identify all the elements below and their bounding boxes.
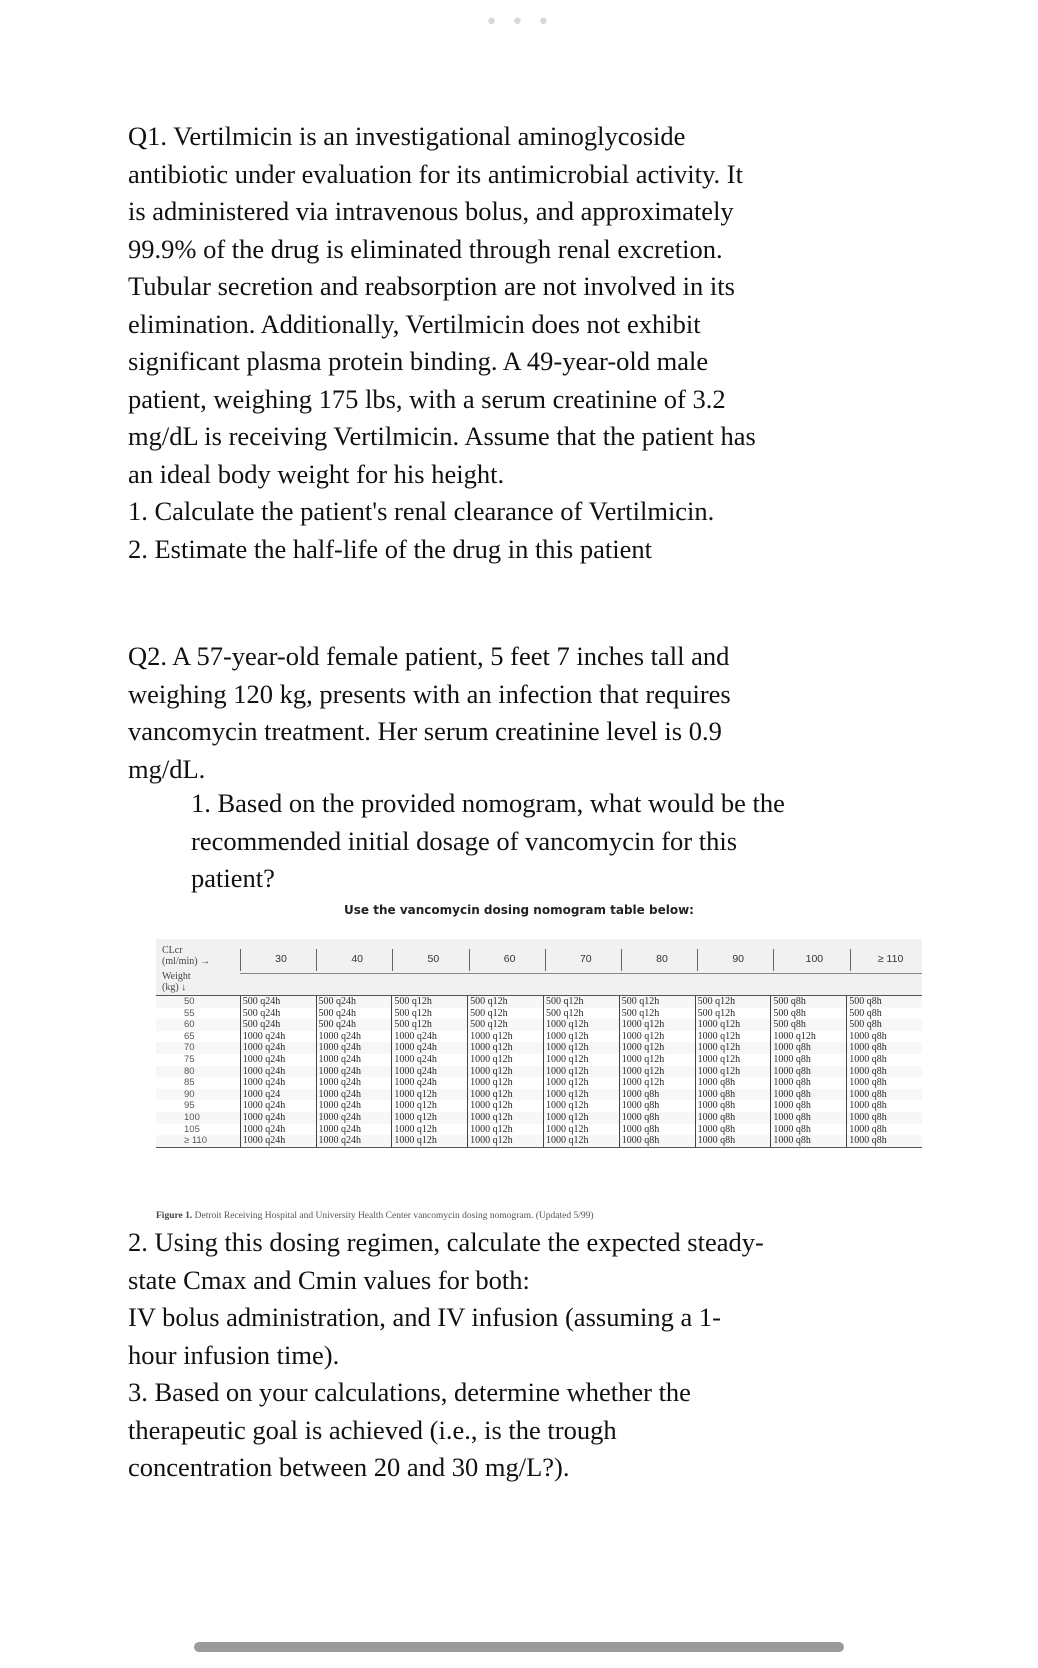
dose-cell: 1000 q8h xyxy=(770,1066,846,1078)
dose-cell: 1000 q8h xyxy=(846,1042,922,1054)
dose-cell: 1000 q12h xyxy=(619,1054,695,1066)
nomogram-row xyxy=(156,1054,922,1066)
dose-cell: 1000 q12h xyxy=(391,1089,467,1101)
caption-label: Figure 1. xyxy=(156,1211,193,1221)
crcl-column-header: 50 xyxy=(427,953,440,965)
dose-cell: 500 q12h xyxy=(467,1019,543,1031)
crcl-column-header: ≥ 110 xyxy=(877,953,904,965)
dose-cell: 1000 q24h xyxy=(391,1066,467,1078)
home-indicator-bar[interactable] xyxy=(194,1642,844,1652)
dose-cell: 1000 q12h xyxy=(695,1019,771,1031)
dose-cell: 1000 q12h xyxy=(619,1077,695,1089)
header-rule xyxy=(240,973,922,974)
header-divider xyxy=(697,949,698,971)
nomogram-row xyxy=(156,1031,922,1043)
dose-cell: 500 q12h xyxy=(391,996,467,1008)
header-divider xyxy=(240,949,241,971)
dose-cell: 1000 q12h xyxy=(467,1112,543,1124)
dose-cell: 1000 q24h xyxy=(316,1135,392,1147)
dose-cell: 500 q12h xyxy=(467,996,543,1008)
dose-cell: 1000 q24h xyxy=(391,1031,467,1043)
crcl-column-header: 80 xyxy=(656,953,668,965)
question-2-parts-2-3: 2. Using this dosing regimen, calculate the expected steady- state Cmax and Cmin values for both: IV bolus administration, and IV infusion (assuming a 1- hour infusion time). 3. Based on your calculations, determine whether the therapeutic goal is achieved (i.e., is the trough concentration between 20 and 30 mg/L?). xyxy=(128,1227,764,1482)
weight-cell: 65 xyxy=(184,1030,195,1042)
nomogram-row xyxy=(156,996,922,1008)
dose-cell: 500 q24h xyxy=(316,996,392,1008)
dose-cell: 1000 q12h xyxy=(391,1135,467,1147)
crcl-label xyxy=(162,945,210,967)
dose-cell: 1000 q24h xyxy=(316,1100,392,1112)
header-divider xyxy=(773,949,774,971)
nomogram-row xyxy=(156,1124,922,1136)
dose-cell: 1000 q24h xyxy=(240,1112,316,1124)
nomogram-row xyxy=(156,1042,922,1054)
weight-cell: 70 xyxy=(184,1042,195,1054)
dose-cell: 1000 q8h xyxy=(846,1112,922,1124)
dose-cell: 500 q12h xyxy=(619,996,695,1008)
dose-cell: 500 q8h xyxy=(846,1008,922,1020)
dose-cell: 1000 q24h xyxy=(240,1077,316,1089)
dose-cell: 1000 q12h xyxy=(695,1031,771,1043)
dose-cell: 1000 q8h xyxy=(619,1112,695,1124)
dose-cell: 1000 q12h xyxy=(467,1124,543,1136)
nomogram-row xyxy=(156,1008,922,1020)
dose-cell: 500 q12h xyxy=(391,1008,467,1020)
dose-cell: 1000 q12h xyxy=(543,1100,619,1112)
dose-cell: 1000 q8h xyxy=(846,1089,922,1101)
dose-cell: 1000 q12h xyxy=(543,1031,619,1043)
dose-cell: 1000 q12h xyxy=(543,1054,619,1066)
dose-cell: 1000 q12h xyxy=(770,1031,846,1043)
dose-cell: 1000 q8h xyxy=(619,1124,695,1136)
dose-cell: 500 q8h xyxy=(846,1019,922,1031)
vancomycin-nomogram-table xyxy=(156,939,922,1148)
dose-cell: 1000 q12h xyxy=(543,1135,619,1147)
dose-cell: 1000 q24h xyxy=(316,1054,392,1066)
crcl-column-header: 30 xyxy=(275,953,287,965)
nomogram-row xyxy=(156,1066,922,1078)
dose-cell: 1000 q8h xyxy=(695,1112,771,1124)
dose-cell: 1000 q12h xyxy=(695,1054,771,1066)
weight-cell: 105 xyxy=(184,1123,200,1135)
weight-cell: 75 xyxy=(184,1053,195,1065)
dose-cell: 1000 q12h xyxy=(543,1124,619,1136)
dose-cell: 500 q12h xyxy=(695,1008,771,1020)
dose-cell: 1000 q24h xyxy=(316,1066,392,1078)
dose-cell: 500 q24h xyxy=(240,1008,316,1020)
caption-text: Detroit Receiving Hospital and University Health Center vancomycin dosing nomogram. (Updated 5/99) xyxy=(194,1211,594,1221)
dose-cell: 1000 q24 xyxy=(240,1089,316,1101)
dose-cell: 1000 q12h xyxy=(467,1042,543,1054)
dose-cell: 500 q8h xyxy=(770,996,846,1008)
nomogram-row xyxy=(156,1019,922,1031)
header-divider xyxy=(621,949,622,971)
dose-cell: 1000 q12h xyxy=(543,1066,619,1078)
header-divider xyxy=(545,949,546,971)
dose-cell: 1000 q24h xyxy=(316,1031,392,1043)
weight-label xyxy=(162,971,191,993)
weight-label-line1: Weight xyxy=(162,971,191,982)
dose-cell: 500 q12h xyxy=(391,1019,467,1031)
drag-handle-dots: • • • xyxy=(485,10,553,35)
dose-cell: 1000 q24h xyxy=(240,1124,316,1136)
crcl-column-header: 100 xyxy=(805,953,824,965)
dose-cell: 1000 q24h xyxy=(391,1054,467,1066)
dose-cell: 1000 q24h xyxy=(240,1054,316,1066)
dose-cell: 500 q24h xyxy=(316,1008,392,1020)
dose-cell: 1000 q12h xyxy=(391,1112,467,1124)
figure-caption xyxy=(156,1211,1006,1221)
dose-cell: 500 q12h xyxy=(543,996,619,1008)
crcl-label-line2: (ml/min) xyxy=(162,956,198,967)
dose-cell: 1000 q24h xyxy=(240,1031,316,1043)
crcl-column-header: 60 xyxy=(503,953,516,965)
dose-cell: 1000 q12h xyxy=(695,1066,771,1078)
nomogram-heading: Use the vancomycin dosing nomogram table below: xyxy=(344,903,694,917)
dose-cell: 1000 q8h xyxy=(770,1135,846,1147)
dose-cell: 1000 q8h xyxy=(695,1077,771,1089)
dose-cell: 1000 q8h xyxy=(770,1054,846,1066)
dose-cell: 1000 q8h xyxy=(846,1066,922,1078)
dose-cell: 1000 q12h xyxy=(543,1019,619,1031)
dose-cell: 500 q8h xyxy=(846,996,922,1008)
dose-cell: 1000 q8h xyxy=(770,1077,846,1089)
dose-cell: 1000 q8h xyxy=(846,1054,922,1066)
dose-cell: 1000 q12h xyxy=(467,1031,543,1043)
weight-cell: 80 xyxy=(184,1065,195,1077)
dose-cell: 500 q12h xyxy=(619,1008,695,1020)
dose-cell: 500 q24h xyxy=(240,1019,316,1031)
dose-cell: 500 q8h xyxy=(770,1019,846,1031)
dose-cell: 1000 q8h xyxy=(770,1089,846,1101)
dose-cell: 1000 q8h xyxy=(846,1124,922,1136)
dose-cell: 1000 q12h xyxy=(467,1077,543,1089)
dose-cell: 1000 q24h xyxy=(240,1100,316,1112)
dose-cell: 1000 q12h xyxy=(467,1054,543,1066)
dose-cell: 1000 q8h xyxy=(619,1135,695,1147)
nomogram-row xyxy=(156,1089,922,1101)
nomogram-row xyxy=(156,1112,922,1124)
dose-cell: 1000 q24h xyxy=(316,1042,392,1054)
dose-cell: 500 q12h xyxy=(467,1008,543,1020)
dose-cell: 500 q24h xyxy=(240,996,316,1008)
nomogram-header xyxy=(156,939,922,995)
weight-cell: 60 xyxy=(184,1019,195,1031)
crcl-label-line1: CLcr xyxy=(162,945,183,956)
question-1-text: Q1. Vertilmicin is an investigational aminoglycoside antibiotic under evaluation for its antimicrobial activity. It is administered via intravenous bolus, and approximately 99.9% of the drug is eliminated through renal excretion. Tubular secretion and reabsorption are not involved in its elimination. Additionally, Vertilmicin does not exhibit significant plasma protein binding. A 49-year-old male patient, weighing 175 lbs, with a serum creatinine of 3.2 mg/dL is receiving Vertilmicin. Assume that the patient has an ideal body weight for his height. 1. Calculate the patient's renal clearance of Vertilmicin. 2. Estimate the half-life of the drug in this patient xyxy=(128,121,756,564)
dose-cell: 1000 q8h xyxy=(695,1100,771,1112)
dose-cell: 1000 q8h xyxy=(695,1124,771,1136)
weight-cell: ≥ 110 xyxy=(184,1135,207,1147)
dose-cell: 500 q24h xyxy=(316,1019,392,1031)
dose-cell: 1000 q8h xyxy=(619,1100,695,1112)
nomogram-body xyxy=(156,995,922,1148)
dose-cell: 1000 q12h xyxy=(619,1066,695,1078)
dose-cell: 1000 q24h xyxy=(240,1042,316,1054)
dose-cell: 1000 q24h xyxy=(240,1135,316,1147)
dose-cell: 1000 q12h xyxy=(467,1089,543,1101)
crcl-column-header: 40 xyxy=(351,953,364,965)
dose-cell: 1000 q24h xyxy=(316,1112,392,1124)
dose-cell: 1000 q12h xyxy=(619,1042,695,1054)
dose-cell: 1000 q12h xyxy=(467,1100,543,1112)
dose-cell: 1000 q8h xyxy=(695,1135,771,1147)
weight-cell: 90 xyxy=(184,1088,195,1100)
weight-label-line2: (kg) xyxy=(162,982,179,993)
dose-cell: 1000 q12h xyxy=(543,1077,619,1089)
dose-cell: 1000 q8h xyxy=(770,1124,846,1136)
dose-cell: 1000 q12h xyxy=(695,1042,771,1054)
right-arrow-icon: → xyxy=(200,956,211,967)
dose-cell: 1000 q8h xyxy=(770,1100,846,1112)
dose-cell: 1000 q8h xyxy=(695,1089,771,1101)
dose-cell: 1000 q12h xyxy=(543,1089,619,1101)
dose-cell: 1000 q12h xyxy=(543,1112,619,1124)
header-divider xyxy=(392,949,393,971)
dose-cell: 1000 q24h xyxy=(316,1077,392,1089)
dose-cell: 500 q12h xyxy=(695,996,771,1008)
nomogram-row xyxy=(156,1100,922,1112)
question-2-intro: Q2. A 57-year-old female patient, 5 feet 7 inches tall and weighing 120 kg, presents with an infection that requires vancomycin treatment. Her serum creatinine level is 0.9 mg/dL. xyxy=(128,641,731,784)
dose-cell: 1000 q24h xyxy=(316,1124,392,1136)
nomogram-row xyxy=(156,1077,922,1089)
weight-cell: 85 xyxy=(184,1077,195,1089)
crcl-column-header: 70 xyxy=(579,953,592,965)
dose-cell: 1000 q24h xyxy=(240,1066,316,1078)
dose-cell: 500 q12h xyxy=(543,1008,619,1020)
weight-cell: 100 xyxy=(184,1111,200,1123)
dose-cell: 1000 q8h xyxy=(770,1112,846,1124)
dose-cell: 1000 q12h xyxy=(391,1100,467,1112)
dose-cell: 1000 q12h xyxy=(543,1042,619,1054)
down-arrow-icon: ↓ xyxy=(181,982,187,993)
dose-cell: 1000 q12h xyxy=(467,1135,543,1147)
dose-cell: 1000 q24h xyxy=(316,1089,392,1101)
nomogram-row xyxy=(156,1135,922,1147)
dose-cell: 1000 q12h xyxy=(619,1019,695,1031)
weight-cell: 95 xyxy=(184,1100,195,1112)
question-2-part-1: 1. Based on the provided nomogram, what would be the recommended initial dosage of vancomycin for this patient? xyxy=(191,788,785,893)
dose-cell: 1000 q8h xyxy=(846,1135,922,1147)
dose-cell: 1000 q8h xyxy=(619,1089,695,1101)
dose-cell: 1000 q12h xyxy=(391,1124,467,1136)
header-divider xyxy=(850,949,851,971)
dose-cell: 1000 q8h xyxy=(846,1100,922,1112)
crcl-column-header: 90 xyxy=(732,953,745,965)
weight-cell: 55 xyxy=(184,1007,195,1019)
header-divider xyxy=(469,949,470,971)
dose-cell: 500 q8h xyxy=(770,1008,846,1020)
header-divider xyxy=(316,949,317,971)
dose-cell: 1000 q12h xyxy=(619,1031,695,1043)
dose-cell: 1000 q24h xyxy=(391,1042,467,1054)
dose-cell: 1000 q12h xyxy=(467,1066,543,1078)
dose-cell: 1000 q24h xyxy=(391,1077,467,1089)
dose-cell: 1000 q8h xyxy=(846,1031,922,1043)
dose-cell: 1000 q8h xyxy=(770,1042,846,1054)
dose-cell: 1000 q8h xyxy=(846,1077,922,1089)
weight-cell: 50 xyxy=(184,996,195,1007)
